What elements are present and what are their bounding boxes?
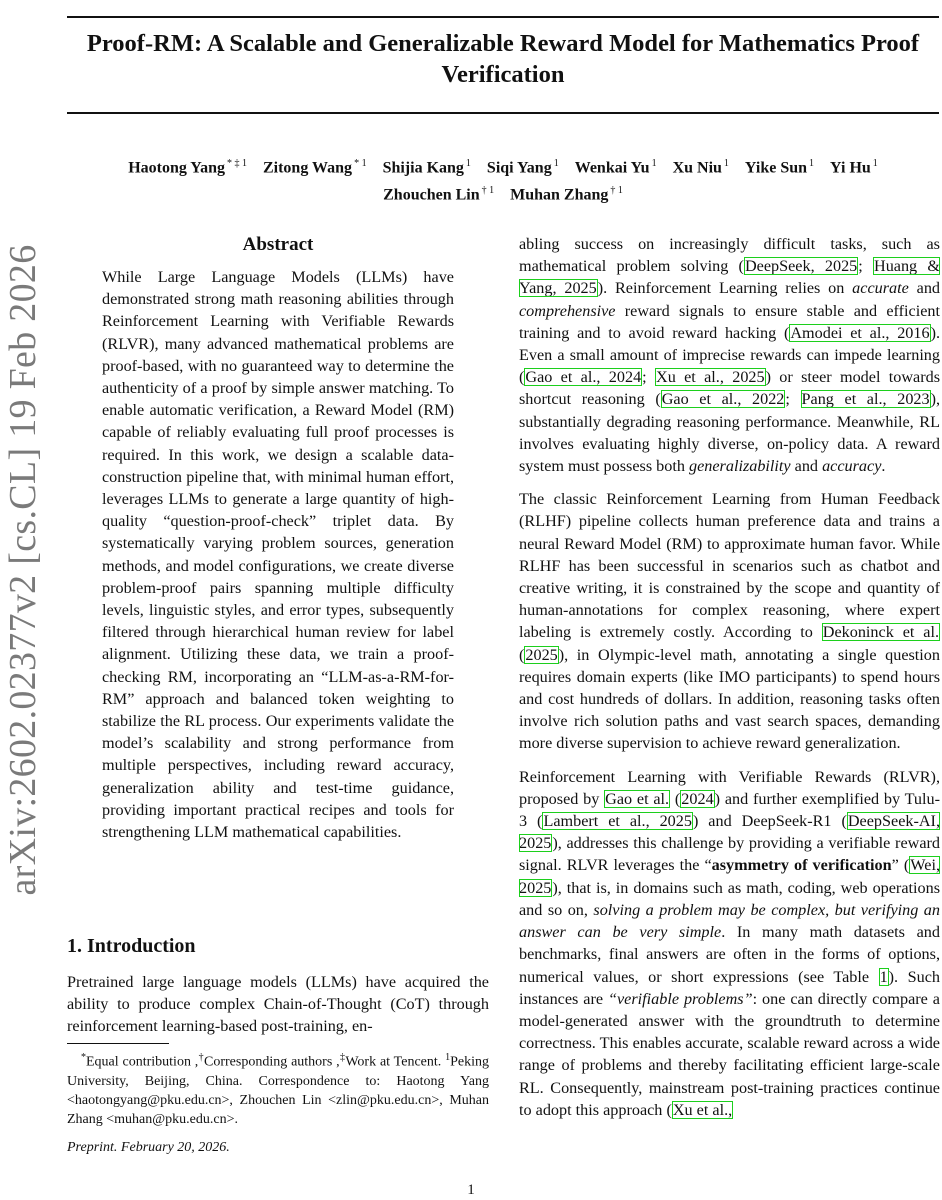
arxiv-identifier: arXiv:2602.02377v2 [cs.CL] 19 Feb 2026 xyxy=(2,244,44,896)
author-list xyxy=(67,152,939,207)
author: Haotong Yang $^{* \ddagger 1}$ xyxy=(128,158,247,177)
citation-link[interactable]: Gao et al., 2024 xyxy=(525,368,642,387)
abstract-text: While Large Language Models (LLMs) have demonstrated strong math reasoning abilities through Reinforcement Learning with Verifiable Rewards (RLVR), many advanced mathematical problems are proof-based, with no guaranteed way to determine the authenticity of a proof by simple answer matching. To enable automatic verification, a Reward Model (RM) capable of reliably evaluating full proof processes is required. In this work, we design a scalable data-construction pipeline that, with minimal human effort, leverages LLMs to generate a large quantity of high-quality “question-proof-check” triplet data. By systematically varying problem sources, generation methods, and model configurations, we create diverse problem-proof pairs spanning multiple difficulty levels, linguistic styles, and error types, subsequently filtered through hierarchical human review for label alignment. Utilizing these data, we train a proof-checking RM, incorporating an “LLM-as-a-RM-for-RM” approach and balanced token weighting to stabilize the RL process. Our experiments validate the model’s scalability and strong performance from multiple perspectives, including reward accuracy, generalization ability and test-time guidance, providing important practical recipes and tools for strengthening LLM mathematical capabilities. xyxy=(102,268,454,842)
citation-link[interactable]: Gao et al., 2022 xyxy=(661,390,785,409)
table-reference-link[interactable]: 1 xyxy=(879,967,888,986)
title-top-rule xyxy=(67,16,939,18)
citation-link[interactable]: Wei, 2025 xyxy=(519,856,940,897)
arxiv-sidebar xyxy=(0,140,46,1000)
author: Xu Niu $^1$ xyxy=(672,158,729,177)
citation-link[interactable]: Huang & Yang, 2025 xyxy=(519,257,940,298)
footnotes: *Equal contribution ,†Corresponding authors ,‡Work at Tencent. $^1$Peking University, Beijing, China. Correspondence to: Haotong Yang <haotongyang@pku.edu.cn>, Zhouchen Lin <zlin@pku.edu.cn>, Muhan Zhang <muhan@pku.edu.cn>. xyxy=(67,1052,490,1127)
body-paragraph: The classic Reinforcement Learning from Human Feedback (RLHF) pipeline collects human preference data and trains a neural Reward Model (RM) to approximate human favor. While RLHF has been successful in scenarios such as chatbot and creative writing, it is constrained by the scope and quantity of human-annotations for complex reasoning, where expert labeling is extremely costly. According to Dekoninck et al. (2025), in Olympic-level math, annotating a single question requires domain experts (like IMO participants) to spend hours and cost hundreds of dollars. In addition, reasoning tasks often involve rich solution paths and vast search spaces, demanding more diverse supervision to achieve reward generalization. xyxy=(519,490,940,753)
intro-text xyxy=(67,971,489,1038)
preprint-note: Preprint. February 20, 2026. xyxy=(67,1140,230,1155)
body-paragraph: Reinforcement Learning with Verifiable Rewards (RLVR), proposed by Gao et al. (2024) and further exemplified by Tulu-3 (Lambert et al., 2025) and DeepSeek-R1 (DeepSeek-AI, 2025), addresses this challenge by providing a verifiable reward signal. RLVR leverages the “asymmetry of verification” (Wei, 2025), that is, in domains such as math, coding, web operations and so on, solving a problem may be complex, but verifying an answer can be very simple. In many math datasets and benchmarks, final answers are often in the forms of options, numerical values, or short expressions (see Table 1). Such instances are “verifiable problems”: one can directly compare a model-generated answer with the groundtruth to determine correctness. This enables accurate, scalable reward across a wide range of problems and thereby facilitating efficient large-scale RL. Consequently, mainstream post-training practices continue to adopt this approach (Xu et al., xyxy=(519,767,941,1119)
author: Wenkai Yu $^1$ xyxy=(574,158,657,177)
author: Muhan Zhang $^{\dagger 1}$ xyxy=(510,185,623,204)
footnote-rule xyxy=(67,1043,169,1044)
author: Zitong Wang $^{* 1}$ xyxy=(262,158,367,177)
title-bottom-rule xyxy=(67,112,939,114)
citation-link[interactable]: 2025 xyxy=(525,645,558,664)
citation-link[interactable]: Dekoninck et al. xyxy=(822,623,940,642)
right-column xyxy=(519,233,940,1121)
citation-link[interactable]: 2024 xyxy=(681,789,714,808)
citation-link[interactable]: DeepSeek-AI, 2025 xyxy=(519,812,940,853)
abstract-body xyxy=(102,266,454,843)
citation-link[interactable]: Amodei et al., 2016 xyxy=(790,323,930,342)
body-paragraph: abling success on increasingly difficult tasks, such as mathematical problem solving (DeepSeek, 2025; Huang & Yang, 2025). Reinforcement Learning relies on accurate and comprehensive reward signals to ensure stable and efficient training and to avoid reward hacking (Amodei et al., 2016). Even a small amount of imprecise rewards can impede learning (Gao et al., 2024; Xu et al., 2025) or steer model towards shortcut reasoning (Gao et al., 2022; Pang et al., 2023), substantially degrading reasoning performance. Meanwhile, RL involves evaluating highly diverse, on-policy data. A reward system must possess both generalizability and accuracy. xyxy=(519,235,941,476)
author: Yi Hu $^1$ xyxy=(830,158,878,177)
citation-link[interactable]: Xu et al., 2025 xyxy=(656,368,765,387)
page-number: 1 xyxy=(467,1182,475,1198)
author: Shijia Kang $^1$ xyxy=(382,158,471,177)
section-heading-introduction: 1. Introduction xyxy=(67,935,196,957)
citation-link[interactable]: Pang et al., 2023 xyxy=(801,390,930,409)
citation-link[interactable]: DeepSeek, 2025 xyxy=(744,257,858,276)
intro-paragraph-start: Pretrained large language models (LLMs) have acquired the ability to produce complex Chain-of-Thought (CoT) through reinforcement learning-based post-training, en- xyxy=(67,973,489,1036)
abstract-heading: Abstract xyxy=(242,234,314,255)
citation-link[interactable]: Lambert et al., 2025 xyxy=(543,812,692,831)
author: Zhouchen Lin $^{\dagger 1}$ xyxy=(383,185,495,204)
author: Siqi Yang $^1$ xyxy=(486,158,559,177)
paper-title: Proof-RM: A Scalable and Generalizable Reward Model for Mathematics Proof Verification xyxy=(86,30,920,88)
author: Yike Sun $^1$ xyxy=(744,158,815,177)
citation-link[interactable]: Xu et al., xyxy=(672,1100,733,1119)
citation-link[interactable]: Gao et al. xyxy=(605,789,670,808)
